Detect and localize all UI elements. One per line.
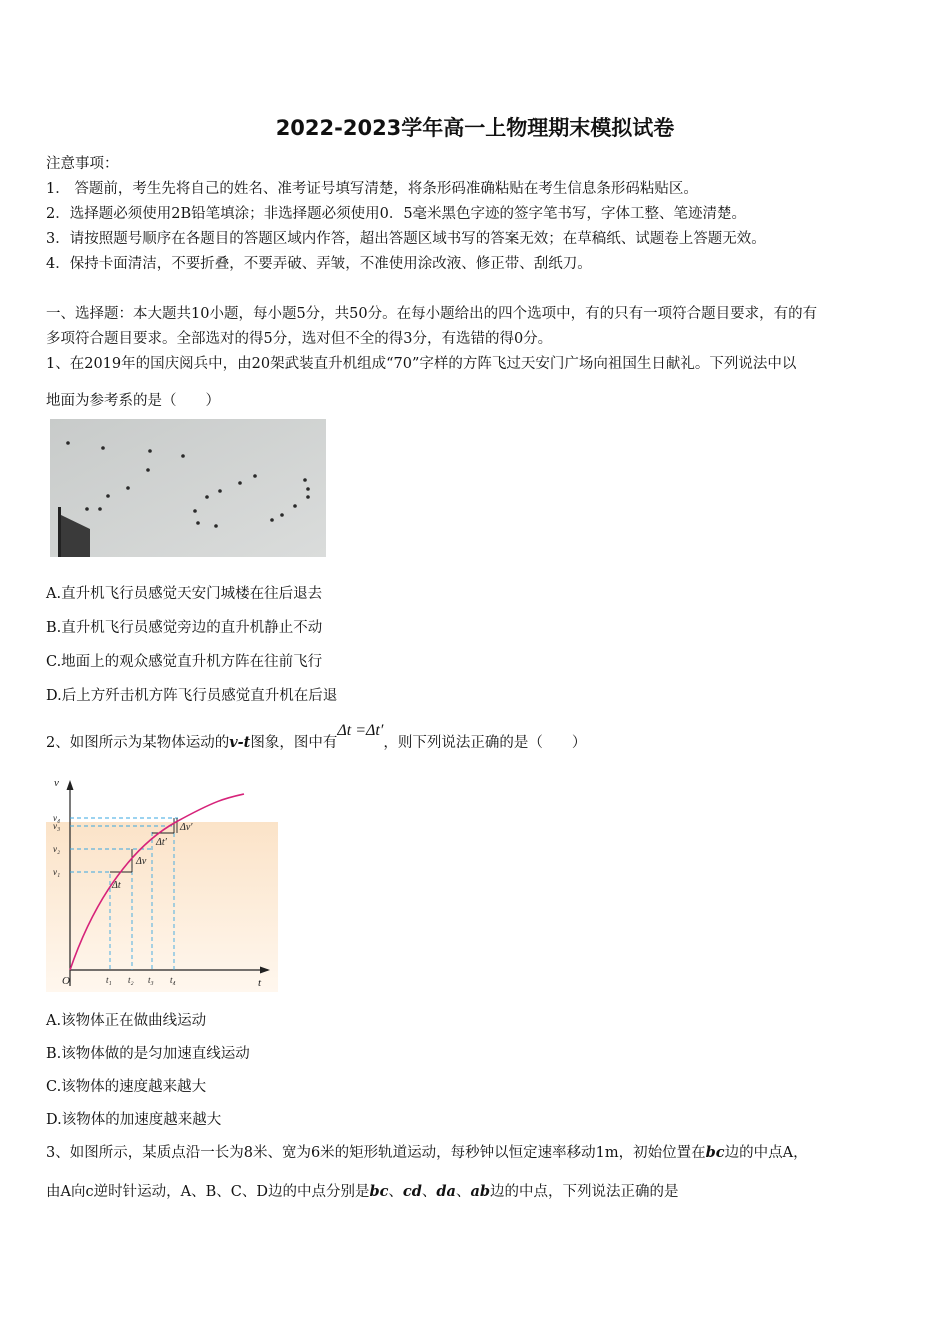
question-3-stem-line-2 xyxy=(46,1180,678,1201)
question-1-option-b: B.直升机飞行员感觉旁边的直升机静止不动 xyxy=(46,620,323,636)
delta-t-prime-label: Δt′ xyxy=(156,837,167,848)
question-2-option-d: D.该物体的加速度越来越大 xyxy=(46,1112,222,1128)
delta-v-prime-label: Δv′ xyxy=(180,822,193,833)
section-1-intro-line-2: 多项符合题目要求。全部选对的得5分，选对但不全的得3分，有选错的得0分。 xyxy=(46,331,553,347)
t3-label: t₃ xyxy=(148,975,154,985)
v4-label: v₄ xyxy=(53,813,61,823)
q3-text-1: 3、如图所示，某质点沿一长为8米、宽为6米的矩形轨道运动，每秒钟以恒定速率移动1m，初始位置在 xyxy=(46,1145,706,1161)
v2-label: v₂ xyxy=(53,844,61,854)
question-2-option-c: C.该物体的速度越来越大 xyxy=(46,1079,207,1095)
question-3-stem-line-1 xyxy=(46,1141,808,1162)
question-1-option-d: D.后上方歼击机方阵飞行员感觉直升机在后退 xyxy=(46,688,338,704)
section-1-intro-line-1: 一、选择题：本大题共10小题，每小题5分，共50分。在每小题给出的四个选项中，有的只有一项符合题目要求，有的有 xyxy=(46,306,818,322)
q2-formula: Δt =Δt′ xyxy=(337,722,384,739)
question-1-stem-line-2: 地面为参考系的是（ ） xyxy=(46,393,220,409)
q3-text-4: 边的中点，下列说法正确的是 xyxy=(489,1184,679,1200)
question-1-stem-line-1: 1、在2019年的国庆阅兵中，由20架武装直升机组成“70”字样的方阵飞过天安门广场向祖国生日献礼。下列说法中以 xyxy=(46,356,797,372)
q2-prefix: 2、如图所示为某物体运动的 xyxy=(46,735,230,751)
vt-graph xyxy=(46,774,278,992)
q3-ab: ab xyxy=(470,1183,490,1200)
q3-cd: cd xyxy=(402,1183,422,1200)
question-2-option-a: A.该物体正在做曲线运动 xyxy=(46,1013,207,1029)
helicopter-formation-photo xyxy=(50,419,326,557)
q3-text-3: 由A向c逆时针运动，A、B、C、D边的中点分别是 xyxy=(46,1184,370,1200)
q3-text-2: 边的中点A， xyxy=(724,1145,808,1161)
notice-item-2: 2．选择题必须使用2B铅笔填涂；非选择题必须使用0．5毫米黑色字迹的签字笔书写，字体工整、笔迹清楚。 xyxy=(46,206,747,222)
q3-sep-1: 、 xyxy=(388,1184,403,1200)
question-2-option-b: B.该物体做的是匀加速直线运动 xyxy=(46,1046,250,1062)
q3-sep-2: 、 xyxy=(421,1184,437,1200)
q3-da: da xyxy=(436,1183,456,1200)
q2-vt: v-t xyxy=(229,734,251,751)
question-2-stem xyxy=(46,722,587,752)
delta-v-label: Δv xyxy=(136,856,147,867)
q2-suffix: ，则下列说法正确的是（ ） xyxy=(383,735,587,751)
page-title: 2022-2023学年高一上物理期末模拟试卷 xyxy=(275,116,675,140)
q3-sep-3: 、 xyxy=(455,1184,471,1200)
t1-label: t₁ xyxy=(106,975,112,985)
q3-bc-2: bc xyxy=(369,1183,389,1200)
t4-label: t₄ xyxy=(170,975,176,985)
question-1-option-a: A.直升机飞行员感觉天安门城楼在往后退去 xyxy=(46,586,323,602)
notice-item-3: 3．请按照题号顺序在各题目的答题区域内作答，超出答题区域书写的答案无效；在草稿纸、试题卷上答题无效。 xyxy=(46,231,766,247)
q3-bc-1: bc xyxy=(705,1144,725,1161)
t-axis-label: t xyxy=(258,977,262,989)
v3-label: v₃ xyxy=(53,821,61,831)
notice-heading: 注意事项： xyxy=(46,156,119,172)
notice-item-1: 1． 答题前，考生先将自己的姓名、准考证号填写清楚，将条形码准确粘贴在考生信息条形码粘贴区。 xyxy=(46,181,698,197)
v-axis-label: v xyxy=(54,777,59,789)
origin-label: O xyxy=(62,975,70,987)
question-1-option-c: C.地面上的观众感觉直升机方阵在往前飞行 xyxy=(46,654,323,670)
notice-item-4: 4．保持卡面清洁，不要折叠，不要弄破、弄皱，不准使用涂改液、修正带、刮纸刀。 xyxy=(46,256,592,272)
delta-t-label: Δt xyxy=(112,880,121,891)
v1-label: v₁ xyxy=(53,867,61,877)
q2-middle: 图象，图中有 xyxy=(250,735,338,751)
t2-label: t₂ xyxy=(128,975,134,985)
